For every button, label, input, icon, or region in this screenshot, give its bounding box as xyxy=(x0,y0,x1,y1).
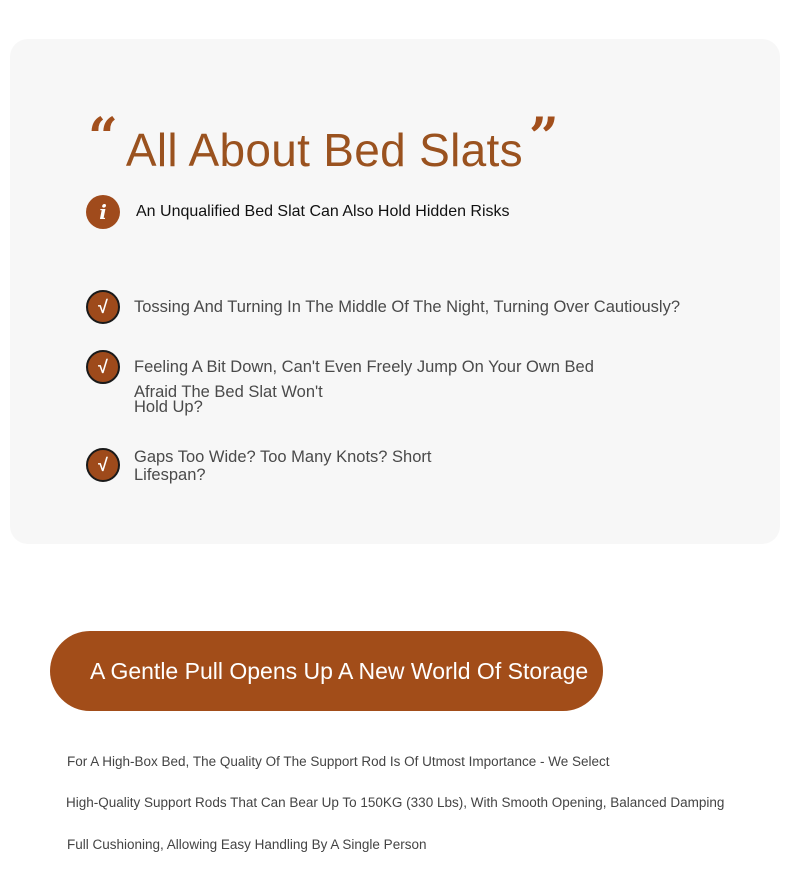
open-quote-mark: “ xyxy=(88,107,118,168)
info-text: An Unqualified Bed Slat Can Also Hold Hidden Risks xyxy=(136,203,510,220)
description-line: For A High-Box Bed, The Quality Of The Support Rod Is Of Utmost Importance - We Select xyxy=(67,754,610,769)
list-item-text-primary: Feeling A Bit Down, Can't Even Freely Jump On Your Own Bed xyxy=(134,358,594,376)
list-item xyxy=(86,290,680,324)
info-icon: i xyxy=(86,195,120,229)
list-item-text-secondary: Afraid The Bed Slat Won't Hold Up? xyxy=(134,383,323,416)
list-item xyxy=(86,350,594,415)
description-line: Full Cushioning, Allowing Easy Handling By A Single Person xyxy=(67,837,427,852)
list-item-text xyxy=(134,358,594,415)
list-item-text: Gaps Too Wide? Too Many Knots? Short Lifespan? xyxy=(134,448,432,484)
check-icon: √ xyxy=(86,290,120,324)
description-line: High-Quality Support Rods That Can Bear Up To 150KG (330 Lbs), With Smooth Opening, Balanced Damping xyxy=(66,795,725,810)
list-item xyxy=(86,448,454,484)
list-item-text: Tossing And Turning In The Middle Of The Night, Turning Over Cautiously? xyxy=(134,298,681,316)
check-icon: √ xyxy=(86,350,120,384)
check-icon: √ xyxy=(86,448,120,482)
info-row xyxy=(86,195,510,229)
storage-banner-text: A Gentle Pull Opens Up A New World Of Storage xyxy=(90,657,589,684)
headline xyxy=(88,107,559,182)
close-quote-mark: ” xyxy=(528,107,559,168)
page-title: All About Bed Slats xyxy=(125,124,523,176)
storage-banner xyxy=(50,631,603,711)
